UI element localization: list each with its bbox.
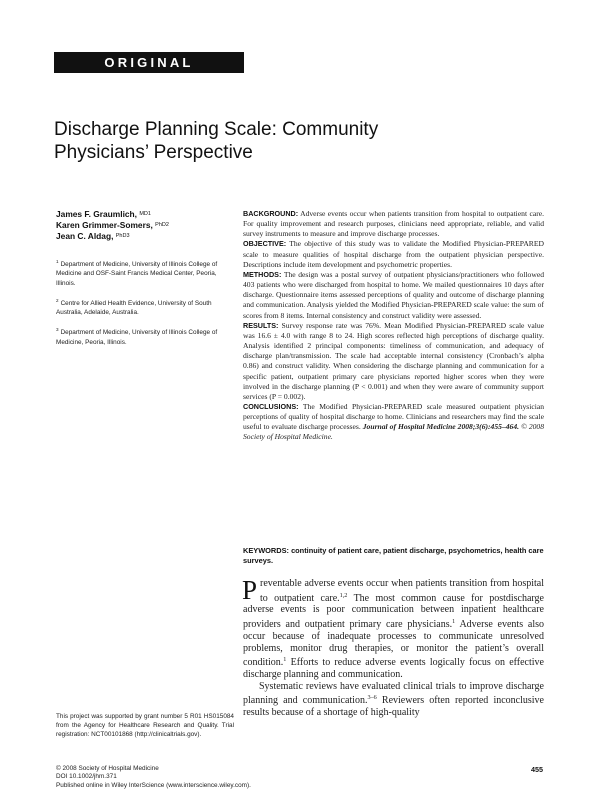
author-list [56, 209, 236, 242]
author-affiliation-mark: 2 [165, 222, 169, 228]
author-affiliation-mark: 1 [147, 211, 151, 217]
abstract-background [243, 209, 544, 239]
body-text: Efforts to reduce adverse events logically focus on effective discharge planning and communication. [243, 657, 544, 680]
author-1 [56, 209, 236, 220]
article-title [54, 118, 474, 164]
abstract-text: The design was a postal survey of outpatient physicians/practitioners who followed 403 patients who were discharged from hospital to home. We mailed questionnaires 10 days after discharge. Questionnaire items assessed perceptions of quality and outcome of discharge planning and communication. Analysis yielded the Modified Physician-PREPARED scale value: the sum of scores from 8 items. Internal consistency and construct validity were assessed. [243, 269, 544, 320]
affiliation-3 [56, 325, 236, 347]
title-line-1: Discharge Planning Scale: Community [54, 119, 379, 140]
author-3 [56, 231, 236, 242]
abstract-label: OBJECTIVE: [243, 239, 287, 249]
affiliation-1 [56, 257, 236, 288]
affiliation-list [56, 257, 236, 355]
abstract-text: Adverse events occur when patients transition from hospital to outpatient care. For quality improvement and research purposes, clinicians need appropriate, reliable, and valid survey instruments to measure and improve discharge processes. [243, 209, 545, 239]
affiliation-number: 2 [56, 297, 59, 303]
abstract-objective [243, 239, 544, 269]
body-text: Systematic reviews have evaluated clinical trials to improve discharge planning and communication. [243, 680, 544, 707]
citation-ref: 1 [283, 656, 287, 664]
abstract-text: The Modified Physician-PREPARED scale measured outpatient physician perceptions of quality of hospital discharge to home. Clinicians and researchers may find the scale useful to evaluate discharge processes. [243, 401, 544, 432]
author-degree: PhD [155, 222, 166, 228]
journal-citation: Journal of Hospital Medicine 2008;3(6):455–464. [362, 422, 520, 432]
footer-published: Published online in Wiley InterScience (www.interscience.wiley.com). [56, 781, 251, 789]
body-text: The most common cause for postdischarge adverse events is poor communication between inpatient healthcare providers and outpatient primary care physicians. [243, 592, 544, 631]
author-2 [56, 220, 236, 231]
abstract-conclusions [243, 402, 544, 443]
body-text: reventable adverse events occur when patients transition from hospital to outpatient care. [260, 578, 544, 604]
author-degree: MD [139, 211, 148, 217]
abstract [243, 209, 544, 443]
author-degree: PhD [115, 233, 127, 239]
title-line-2: Physicians’ Perspective [54, 142, 253, 163]
page-footer [56, 765, 356, 790]
author-name: Jean C. Aldag, [56, 231, 114, 241]
abstract-methods [243, 270, 544, 321]
citation-ref: 1,2 [339, 591, 348, 599]
abstract-results [243, 321, 544, 402]
drop-cap: P [242, 575, 258, 605]
body-paragraph [242, 575, 544, 681]
keywords-text: continuity of patient care, patient discharge, psychometrics, health care surveys. [243, 546, 544, 565]
author-affiliation-mark: 3 [126, 233, 130, 239]
abstract-label: BACKGROUND: [243, 209, 299, 218]
affiliation-text: Department of Medicine, University of Illinois College of Medicine and OSF-Saint Francis Medical Center, Peoria, Illinois. [56, 261, 218, 287]
abstract-label: CONCLUSIONS: [243, 401, 299, 411]
funding-note: This project was supported by grant number 5 R01 HS015084 from the Agency for Healthcare Research and Quality. Trial registration: NCT00101868 (http://clinicaltrials.gov). [56, 713, 234, 739]
footer-copyright: © 2008 Society of Hospital Medicine [56, 765, 159, 772]
section-banner: ORIGINAL RESEARCH [54, 52, 244, 73]
copyright-notice: © 2008 Society of Hospital Medicine. [243, 422, 545, 442]
keywords-label: KEYWORDS: [243, 546, 289, 555]
affiliation-text: Centre for Allied Health Evidence, University of South Australia, Adelaide, Australia. [56, 299, 212, 317]
keywords [243, 546, 544, 566]
abstract-text: The objective of this study was to validate the Modified Physician-PREPARED scale to measure qualities of hospital discharge from the outpatient physician perspective. Descriptions include item development and psychometric properties. [243, 239, 544, 269]
page-number: 455 [531, 765, 543, 774]
affiliation-text: Department of Medicine, University of Illinois College of Medicine, Peoria, Illinois. [56, 329, 218, 346]
abstract-label: RESULTS: [243, 320, 279, 330]
body-text: Reviewers often reported inconclusive results because of a shortage of high-quality [243, 695, 544, 719]
citation-ref: 3–6 [367, 694, 377, 702]
affiliation-number: 1 [56, 259, 59, 264]
body-paragraph [243, 681, 544, 719]
citation-ref: 1 [452, 618, 456, 626]
abstract-label: METHODS: [243, 269, 282, 279]
author-name: Karen Grimmer-Somers, [56, 220, 153, 230]
author-name: James F. Graumlich, [56, 209, 137, 219]
footer-doi: DOI 10.1002/jhm.371 [56, 773, 117, 781]
affiliation-2 [56, 296, 236, 318]
article-body [242, 575, 544, 719]
affiliation-number: 3 [56, 327, 59, 333]
body-text: Adverse events also occur because of inadequate processes to communicate unresolved problems, monitor drug therapies, or monitor the patient’s overall condition. [243, 619, 544, 669]
abstract-text: Survey response rate was 76%. Mean Modified Physician-PREPARED scale value was 16.6 ± 4.0 with range 8 to 24. High scores reflected high perceptions of discharge quality. Analysis identified 2 principal components: timeliness of communication, and adequacy of discharge plan/transmission. The scale had acceptable internal consistency (Cronbach’s alpha 0.86) and construct validity. When considering the discharge planning and communication for a specific patient, outpatient primary care physicians reported higher scores when they were involved in the discharge planning (P < 0.001) and when they were aware of community support services (P = 0.002). [243, 320, 544, 401]
